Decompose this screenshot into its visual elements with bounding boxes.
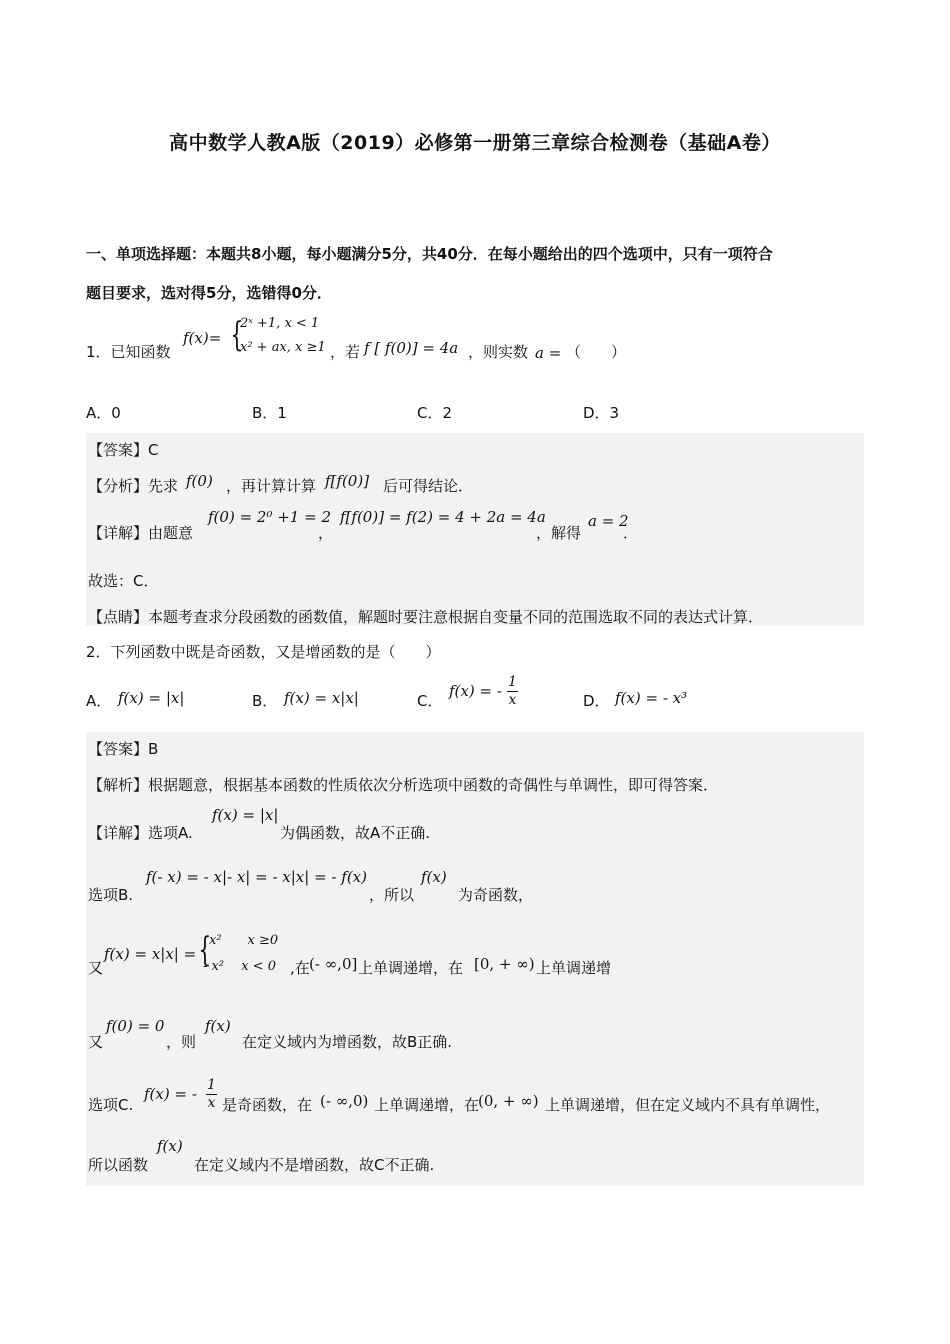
q2-d5-fraction: [206, 1077, 217, 1112]
q2-d2-prefix: 选项B.: [88, 886, 134, 904]
q1-analysis-math2: f[f(0)]: [325, 472, 370, 490]
q1-comment: 【点睛】本题考查求分段函数的函数值，解题时要注意根据自变量不同的范围选取不同的表达式计算．: [88, 608, 764, 626]
q2-option-c-math: f(x) = -: [449, 682, 502, 700]
q2-option-b-label: B．: [252, 692, 278, 710]
q1-detail-math2: f[f(0)] = f(2) = 4 + 2a = 4a: [340, 508, 546, 526]
q2-option-c-num: 1: [508, 674, 517, 690]
section-heading-line2: 题目要求，选对得5分，选错得0分．: [86, 284, 332, 302]
q1-detail-math1: f(0) = 2⁰ +1 = 2: [208, 508, 331, 526]
q2-d3-interval2: [0, + ∞): [474, 955, 535, 973]
q2-answer: 【答案】B: [88, 740, 159, 758]
q2-d2-suffix: 为奇函数，: [458, 886, 534, 904]
q1-case2: x² + ax, x ≥1: [240, 340, 326, 355]
q1-analysis-mid: ，再计算计算: [226, 477, 317, 495]
q2-option-a-math: f(x) = |x|: [118, 689, 185, 707]
q1-brace: {: [230, 315, 244, 355]
q2-option-d-label: D．: [583, 692, 610, 710]
q2-d3-tail2: 上单调递增，在: [358, 959, 464, 977]
q1-detail-math3: a = 2: [588, 512, 629, 530]
section-heading-line1: 一、单项选择题：本题共8小题，每小题满分5分，共40分．在每小题给出的四个选项中，只有一项符合: [86, 245, 773, 263]
q2-option-c-fraction: [507, 674, 518, 709]
q2-d3-case1: x² x ≥0: [209, 933, 279, 948]
page-title: 高中数学人教A版（2019）必修第一册第三章综合检测卷（基础A卷）: [169, 132, 781, 154]
q2-d4-math2: f(x): [205, 1017, 231, 1035]
q1-then-text: ，则实数: [468, 343, 529, 361]
q2-d6-suffix: 在定义域内不是增函数，故C不正确.: [194, 1156, 435, 1174]
q1-paren: （ ）: [566, 343, 627, 361]
q2-d5-den: x: [207, 1095, 216, 1111]
q2-d3-tail3: 上单调递增: [536, 959, 612, 977]
q2-analysis: 【解析】根据题意，根据基本函数的性质依次分析选项中函数的奇偶性与单调性，即可得答案．: [88, 776, 719, 794]
q1-option-c: C．2: [417, 404, 453, 422]
q2-d2-math: f(- x) = - x|- x| = - x|x| = - f(x): [146, 868, 367, 886]
q2-stem: 2．下列函数中既是奇函数，又是增函数的是（ ）: [86, 643, 441, 661]
q2-d5-t2: 上单调递增，在: [374, 1096, 480, 1114]
q2-d5-math: f(x) = -: [144, 1085, 197, 1103]
q1-analysis-suffix: 后可得结论．: [383, 477, 474, 495]
q2-d4-math: f(0) = 0: [106, 1017, 165, 1035]
q2-d5-t1: 是奇函数，在: [222, 1096, 313, 1114]
q2-d3-prefix: 又: [88, 959, 104, 977]
q2-option-a-label: A．: [86, 692, 112, 710]
q2-d6-prefix: 所以函数: [88, 1156, 149, 1174]
q2-d2-math2: f(x): [421, 868, 447, 886]
q2-option-c-label: C．: [417, 692, 443, 710]
q2-option-d-math: f(x) = - x³: [615, 689, 688, 707]
q1-detail-prefix: 【详解】由题意: [88, 524, 194, 542]
q1-a: a =: [535, 344, 562, 362]
q2-d3-interval1: (- ∞,0]: [309, 955, 358, 973]
q2-d6-math: f(x): [157, 1137, 183, 1155]
q2-d3-case2: - x² x < 0: [203, 959, 276, 974]
q1-case1: 2ˣ +1, x < 1: [240, 316, 320, 331]
q2-d1-prefix: 【详解】选项A.: [88, 824, 193, 842]
q2-d5-t3: 上单调递增，但在定义域内不具有单调性，: [545, 1096, 831, 1114]
q2-d5-interval2: (0, + ∞): [478, 1092, 539, 1110]
q2-d5-prefix: 选项C.: [88, 1096, 134, 1114]
q1-detail-end: ．: [623, 524, 639, 542]
q1-cond-text: ，若: [330, 343, 361, 361]
q2-d4-prefix: 又: [88, 1033, 104, 1051]
q1-fx: f(x)=: [183, 329, 222, 347]
q2-d2-mid: ，所以: [369, 886, 415, 904]
q1-answer-panel: [86, 433, 864, 626]
q1-cond-math: f [ f(0)] = 4a: [364, 339, 459, 357]
q2-d4-suffix: 在定义域内为增函数，故B正确.: [242, 1033, 453, 1051]
q2-d3-math: f(x) = x|x| =: [104, 945, 197, 963]
q1-option-b: B．1: [252, 404, 287, 422]
q2-d1-suffix: 为偶函数，故A不正确.: [280, 824, 431, 842]
q2-d5-num: 1: [207, 1077, 216, 1093]
q1-analysis-math1: f(0): [186, 472, 213, 490]
q2-d1-math: f(x) = |x|: [212, 806, 279, 824]
q2-d4-mid: ，则: [166, 1033, 197, 1051]
q1-choose: 故选：C．: [88, 572, 159, 590]
q2-d5-interval1: (- ∞,0): [320, 1092, 369, 1110]
q1-detail-mid: ，解得: [536, 524, 582, 542]
q2-d3-tail1: ,在: [290, 959, 310, 977]
q1-detail-comma: ，: [318, 524, 334, 542]
q1-analysis-prefix: 【分析】先求: [88, 477, 179, 495]
q2-option-b-math: f(x) = x|x|: [284, 689, 359, 707]
q2-d3-brace: {: [198, 930, 212, 970]
q2-option-c-den: x: [508, 692, 517, 708]
q1-option-a: A．0: [86, 404, 121, 422]
q1-prefix: 1．已知函数: [86, 343, 171, 361]
q1-option-d: D．3: [583, 404, 620, 422]
q1-answer: 【答案】C: [88, 441, 159, 459]
